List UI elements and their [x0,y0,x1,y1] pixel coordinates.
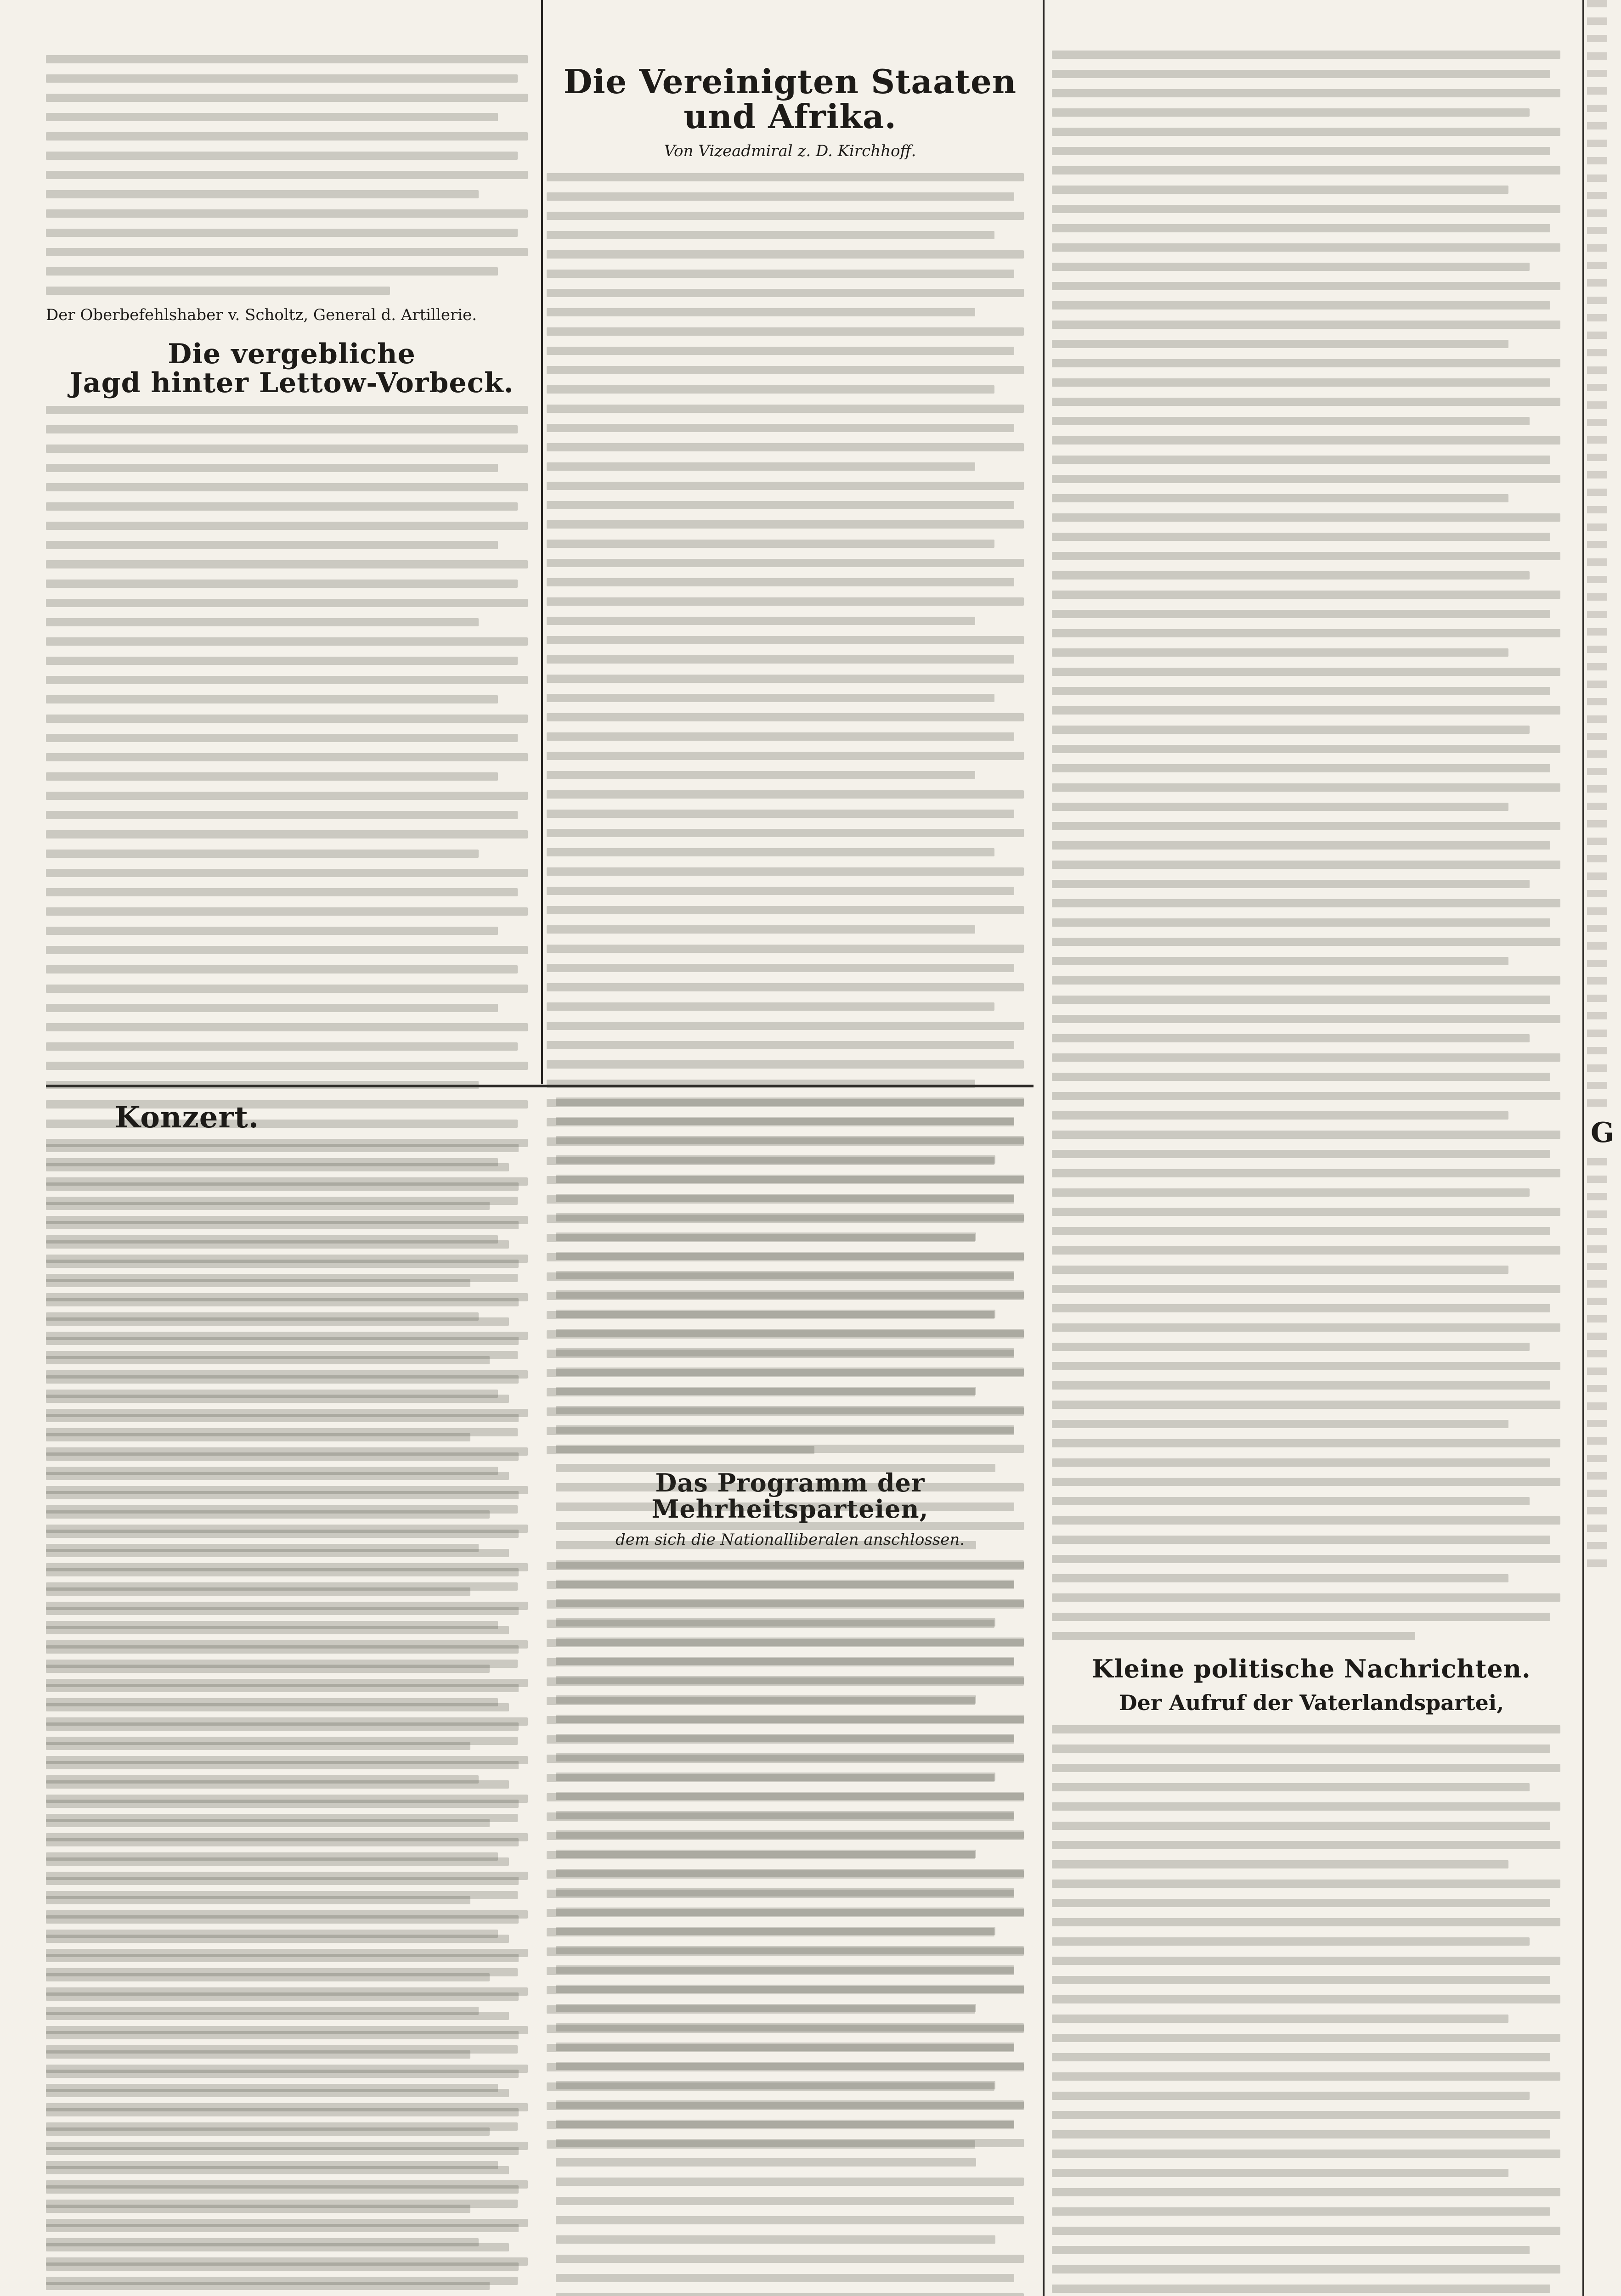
article-subtitle: dem sich die Nationalliberalen anschlossen. [615,1530,965,1549]
column-right [1052,51,1571,2296]
article-body [1052,1725,1571,2296]
section-headline: Kleine politische Nachrichten. [1092,1654,1531,1683]
column-left [46,55,537,1079]
edge-fragment [1587,0,1621,2296]
concert-columns [46,1097,1034,2296]
article-body [46,55,537,295]
column-rule-3 [1582,0,1584,2296]
article-body [46,1144,528,2296]
article-body [556,1097,1034,2296]
headline-line-2: Jagd hinter Lettow-Vorbeck. [69,367,514,399]
political-news [1052,1656,1571,2296]
continued-program [1052,51,1571,1640]
headline-line-1: Die vergebliche [168,338,416,370]
edge-letter: G [1591,1117,1615,1149]
article-headline: Das Programm der Mehrheitsparteien, [651,1468,929,1524]
article-headline: Die Vereinigten Staaten und Afrika. [563,62,1017,136]
column-rule-2 [1043,0,1045,2296]
article-signature: Der Oberbefehlshaber v. Scholtz, General d. Artillerie. [46,306,477,324]
concert-column-left [46,1097,528,2296]
column-center [547,55,1034,1549]
column-rule-1 [541,0,543,1084]
article-byline: Von Vizeadmiral z. D. Kirchhoff. [664,142,916,161]
article-body [1052,51,1571,1640]
section-subheadline: Der Aufruf der Vaterlandspartei, [1118,1690,1504,1715]
concert-headline: Konzert. [115,1100,260,1135]
concert-column-right [556,1097,1034,2296]
concert-section [46,1097,1034,2296]
article-headline [46,340,537,398]
continued-article [46,55,537,324]
